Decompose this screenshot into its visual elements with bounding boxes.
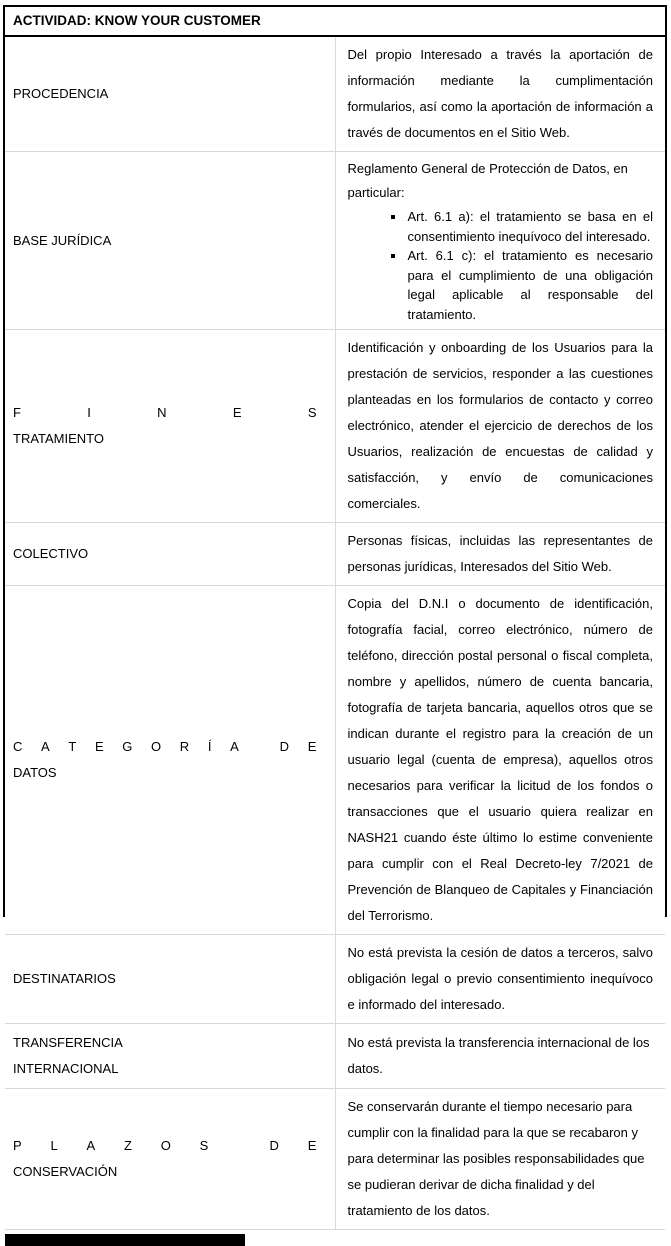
table-row-fines-tratamiento bbox=[5, 330, 665, 523]
row-content-paragraph: Copia del D.N.I o documento de identificación, fotografía facial, correo electrónico, número de teléfono, dirección postal personal o fiscal completa, nombre y apellidos, número de cuenta bancaria, fotografía de tarjeta bancaria, aquellos otros que se indican durante el registro para la creación de un usuario legal (cuenta de empresa), aquellos otros necesarios para verificar la licitud de los fondos o transacciones que el usuario quiera realizar en NASH21 cuando éste último lo estime conveniente para cumplir con el Real Decreto-ley 7/2021 de Prevención de Blanqueo de Capitales y Financiación del Terrorismo. bbox=[347, 596, 653, 923]
bullet-item: ▪ Art. 6.1 c): el tratamiento es necesario para el cumplimiento de una obligación legal aplicable al responsable del tratamiento. bbox=[406, 246, 654, 324]
row-label-cell bbox=[5, 935, 335, 1024]
row-label-line: COLECTIVO bbox=[13, 546, 89, 561]
row-content-cell bbox=[335, 935, 665, 1024]
row-label-cell bbox=[5, 330, 335, 523]
row-label-line: TRATAMIENTO bbox=[13, 431, 104, 446]
row-label-line: DATOS bbox=[13, 765, 57, 780]
row-content-paragraph: Del propio Interesado a través la aportación de información mediante la cumplimentación formularios, así como la aportación de información a través de documentos en el Sitio Web. bbox=[347, 47, 653, 140]
partial-next-row-black-cell bbox=[5, 1234, 245, 1246]
kyc-activity-table bbox=[5, 7, 665, 1230]
table-row-transferencia-internacional bbox=[5, 1024, 665, 1089]
row-label-cell bbox=[5, 36, 335, 152]
row-label-line: C A T E G O R Í A D E bbox=[13, 739, 317, 754]
row-label-line: TRANSFERENCIA bbox=[13, 1035, 123, 1050]
row-content-paragraph: Se conservarán durante el tiempo necesario para cumplir con la finalidad para la que se recabaron y para determinar las posibles responsabilidades que se pudieran derivar de dicha finalidad y del tratamiento de los datos. bbox=[347, 1099, 645, 1218]
bullet-item: ▪ Art. 6.1 a): el tratamiento se basa en el consentimiento inequívoco del interesado. bbox=[406, 207, 654, 246]
row-label-line: DESTINATARIOS bbox=[13, 971, 116, 986]
table-header-row bbox=[5, 7, 665, 36]
row-label-line: F I N E S bbox=[13, 405, 317, 420]
row-label-cell bbox=[5, 152, 335, 330]
row-label-cell bbox=[5, 1089, 335, 1230]
table-row-procedencia bbox=[5, 36, 665, 152]
row-label-cell bbox=[5, 1024, 335, 1089]
row-label-line: INTERNACIONAL bbox=[13, 1061, 119, 1076]
row-content-paragraph: No está prevista la transferencia internacional de los datos. bbox=[347, 1035, 650, 1076]
table-row-categoria-de-datos bbox=[5, 586, 665, 935]
row-label-line: P L A Z O S D E bbox=[13, 1138, 317, 1153]
bullet-list bbox=[348, 207, 654, 324]
row-content-cell bbox=[335, 330, 665, 523]
row-content-paragraph: No está prevista la cesión de datos a terceros, salvo obligación legal o previo consentimiento inequívoco e informado del interesado. bbox=[347, 945, 653, 1012]
row-label-cell bbox=[5, 523, 335, 586]
row-content-paragraph: Identificación y onboarding de los Usuarios para la prestación de servicios, responder a las cuestiones planteadas en los formularios de contacto y correo electrónico, atender el ejercicio de derechos de los Usuarios, realización de encuestas de calidad y satisfacción, y envío de comunicaciones comerciales. bbox=[347, 340, 653, 511]
list-intro: Reglamento General de Protección de Datos, en particular: bbox=[347, 161, 628, 200]
kyc-activity-table-container bbox=[3, 5, 667, 1218]
activity-title: ACTIVIDAD: KNOW YOUR CUSTOMER bbox=[5, 7, 665, 36]
table-row-base-juridica bbox=[5, 152, 665, 330]
row-label-line: BASE JURÍDICA bbox=[13, 232, 112, 248]
row-content-cell bbox=[335, 523, 665, 586]
table-row-destinatarios bbox=[5, 935, 665, 1024]
row-label-line: PROCEDENCIA bbox=[13, 86, 109, 101]
row-content-paragraph: Personas físicas, incluidas las representantes de personas jurídicas, Interesados del Sitio Web. bbox=[347, 533, 653, 574]
row-content-cell bbox=[335, 152, 665, 330]
row-label-line: CONSERVACIÓN bbox=[13, 1164, 118, 1179]
row-label-cell bbox=[5, 586, 335, 935]
table-row-colectivo bbox=[5, 523, 665, 586]
row-content-cell bbox=[335, 586, 665, 935]
row-content-cell bbox=[335, 36, 665, 152]
row-content-cell bbox=[335, 1089, 665, 1230]
table-row-plazos-de-conservacion bbox=[5, 1089, 665, 1230]
row-content-cell bbox=[335, 1024, 665, 1089]
